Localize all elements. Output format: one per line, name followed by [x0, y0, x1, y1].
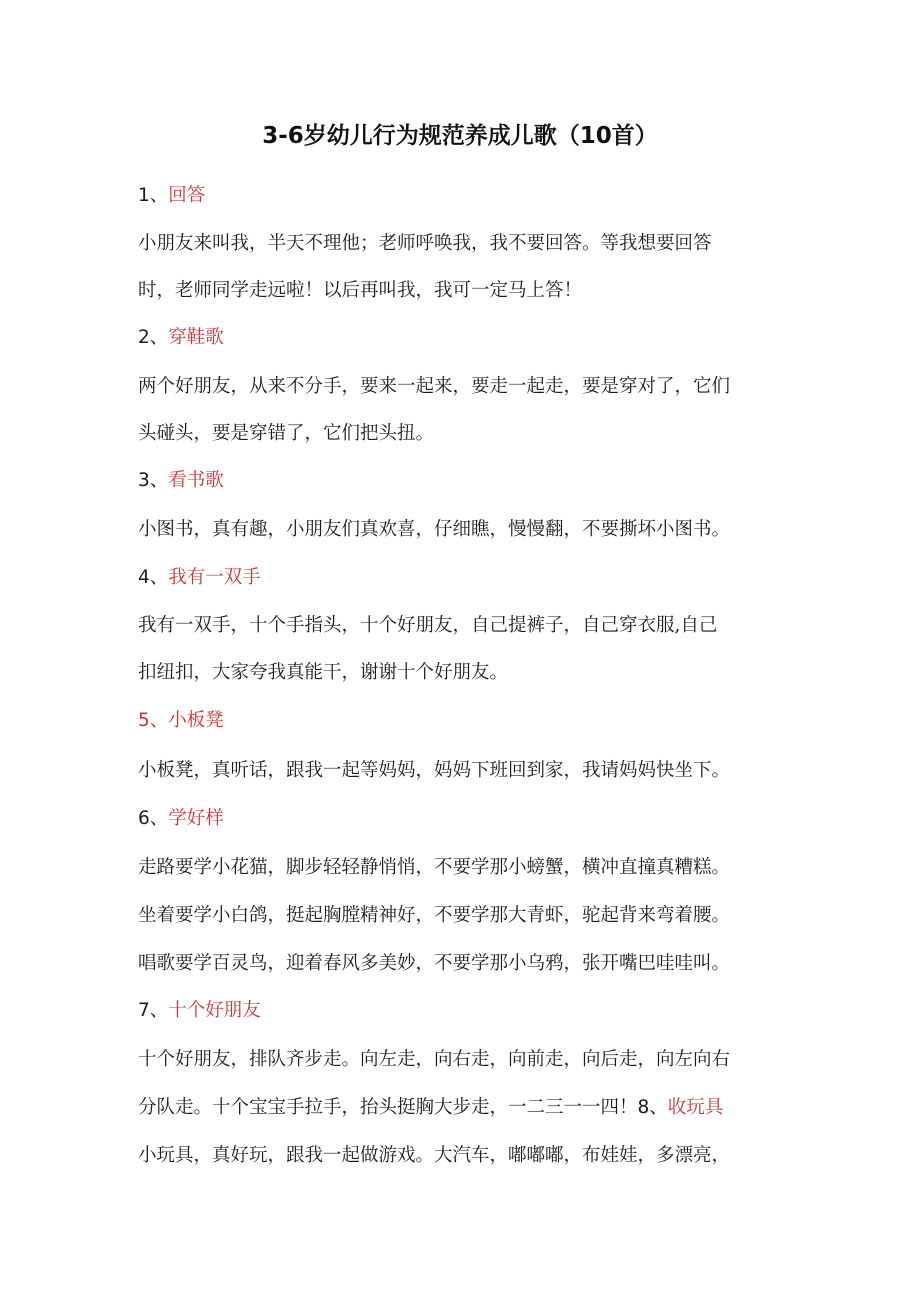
section-title: 看书歌 [168, 470, 224, 491]
section-heading-5 [138, 706, 798, 736]
poem-line: 唱歌要学百灵鸟，迎着春风多美妙，不要学那小乌鸦，张开嘴巴哇哇叫。 [138, 953, 731, 974]
section-number: 8、 [637, 1097, 668, 1118]
section-heading-7 [138, 996, 798, 1026]
poem-line: 两个好朋友，从来不分手，要来一起来，要走一起走，要是穿对了，它们 [138, 376, 731, 397]
poem-line: 坐着要学小白鸽，挺起胸膛精神好，不要学那大青虾，驼起背来弯着腰。 [138, 905, 731, 926]
section-number: 5、 [138, 710, 169, 731]
section-number: 1、 [138, 185, 169, 206]
poem-line: 小板凳，真听话，跟我一起等妈妈，妈妈下班回到家，我请妈妈快坐下。 [138, 760, 731, 781]
poem-line-text: 分队走。十个宝宝手拉手，抬头挺胸大步走，一二三一一四！ [138, 1097, 638, 1118]
section-title: 回答 [168, 185, 206, 206]
section-heading-4 [138, 563, 798, 593]
section-heading-3 [138, 466, 798, 496]
poem-line: 小图书，真有趣，小朋友们真欢喜，仔细瞧，慢慢翻，不要撕坏小图书。 [138, 519, 731, 540]
section-heading-1 [138, 181, 798, 211]
section-heading-2 [138, 323, 798, 353]
section-title: 收玩具 [667, 1097, 724, 1118]
poem-line: 小朋友来叫我，半天不理他；老师呼唤我，我不要回答。等我想要回答 [138, 233, 712, 254]
poem-line: 时，老师同学走远啦！以后再叫我，我可一定马上答！ [138, 280, 583, 301]
poem-line: 扣纽扣，大家夸我真能干，谢谢十个好朋友。 [138, 662, 509, 683]
poem-line: 小玩具，真好玩，跟我一起做游戏。大汽车，嘟嘟嘟，布娃娃，多漂亮， [138, 1145, 731, 1166]
section-number: 4、 [138, 567, 169, 588]
section-number: 3、 [138, 470, 169, 491]
section-number: 7、 [138, 1000, 169, 1021]
section-title: 学好样 [168, 808, 224, 829]
poem-line-with-heading-8 [138, 1093, 798, 1123]
section-title: 穿鞋歌 [168, 327, 224, 348]
poem-line: 十个好朋友，排队齐步走。向左走，向右走，向前走，向后走，向左向右 [138, 1049, 731, 1070]
page-title: 3-6岁幼儿行为规范养成儿歌（10首） [262, 123, 658, 149]
section-number: 2、 [138, 327, 169, 348]
section-title: 我有一双手 [168, 567, 261, 588]
section-title: 十个好朋友 [168, 1000, 261, 1021]
poem-line: 我有一双手，十个手指头，十个好朋友，自己提裤子，自己穿衣服,自己 [138, 615, 718, 636]
poem-line: 走路要学小花猫，脚步轻轻静悄悄，不要学那小螃蟹，横冲直撞真糟糕。 [138, 857, 731, 878]
section-heading-6 [138, 804, 798, 834]
poem-line: 头碰头，要是穿错了，它们把头扭。 [138, 423, 435, 444]
section-title: 小板凳 [168, 710, 224, 731]
section-number: 6、 [138, 808, 169, 829]
